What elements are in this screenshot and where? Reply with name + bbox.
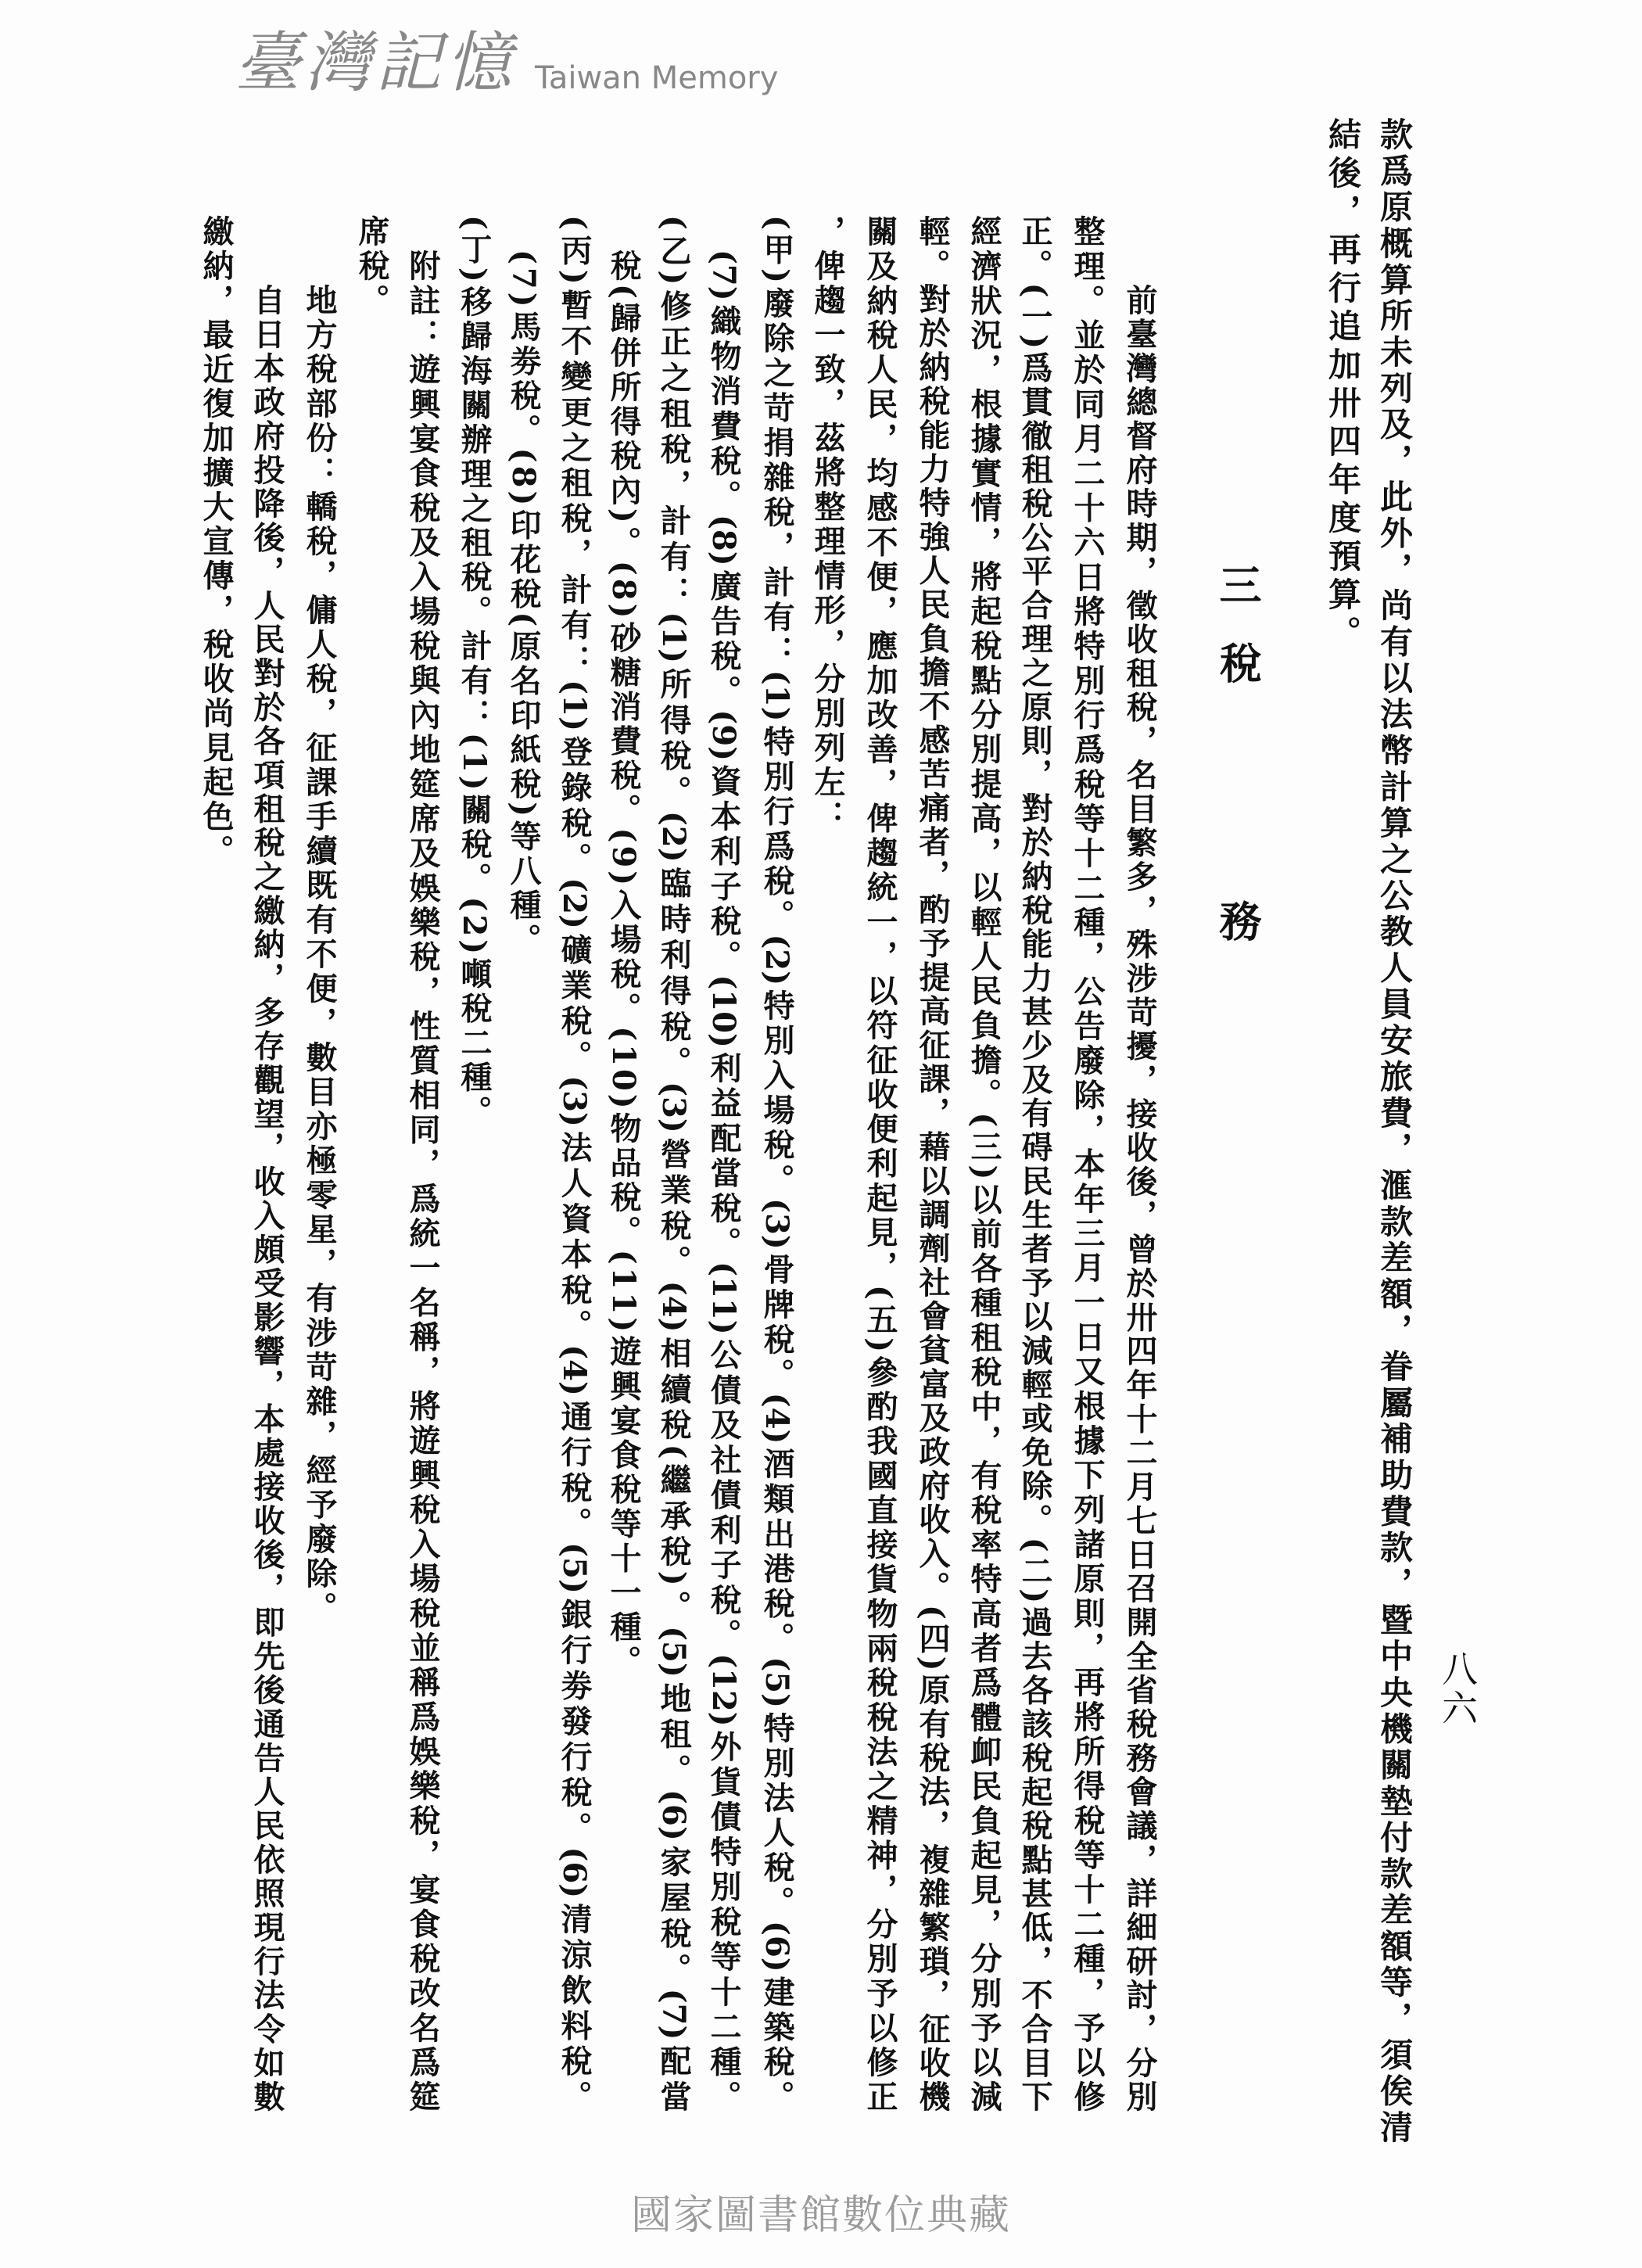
taiwan-memory-watermark — [235, 16, 778, 102]
text-column: 輕。對於納稅能力特強人民負擔不感苦痛者，酌予提高征課，藉以調劑社會貧富及政府收入。(四)原有稅法，複雜繁瑣，征收機 — [914, 215, 951, 2112]
text-column: (甲)廢除之苛捐雜稅，計有：(1)特別行爲稅。(2)特別入場稅。(3)骨牌稅。(4)酒類出港稅。(5)特別法人稅。(6)建築稅。 — [758, 215, 795, 2112]
text-column: 結後，再行追加卅四年度預算。 — [1324, 117, 1362, 654]
section-title-char: 務 — [1213, 899, 1263, 942]
library-footer: 國家圖書館數位典藏 — [630, 2192, 1011, 2239]
text-column: (丁)移歸海關辦理之租稅。計有：(1)關稅。(2)噸稅二種。 — [456, 215, 493, 1130]
text-column: 稅(歸併所得稅內)。(8)砂糖消費稅。(9)入場稅。(10)物品稅。(11)遊興宴食稅等十一種。 — [605, 249, 642, 1680]
section-title-char: 稅 — [1213, 641, 1263, 684]
text-column: 前臺灣總督府時期，徵收租稅，名目繁多，殊涉苛擾，接收後，曾於卅四年十二月七日召開全省稅務會議，詳細研討，分別 — [1121, 284, 1158, 2112]
text-column: (丙)暫不變更之租稅，計有：(1)登錄稅。(2)礦業稅。(3)法人資本稅。(4)通行稅。(5)銀行劵發行稅。(6)清涼飲料稅。 — [556, 215, 593, 2112]
text-column: 地方稅部份：轎稅，傭人稅，征課手續既有不便，數目亦極零星，有涉苛雜，經予廢除。 — [301, 284, 338, 1626]
watermark-english: Taiwan Memory — [535, 60, 779, 96]
text-column: 席稅。 — [353, 215, 390, 318]
text-column: (7)織物消費稅。(8)廣告稅。(9)資本利子稅。(10)利益配當稅。(11)公債及社債利子稅。(12)外貨債特別稅等十二種。 — [705, 249, 742, 2112]
text-column: 整理。並於同月二十六日將特別行爲稅等十二種，公告廢除，本年三月一日又根據下列諸原則，再將所得稅等十二種，予以修 — [1069, 215, 1106, 2112]
text-column: (乙)修正之租稅，計有：(1)所得稅。(2)臨時利得稅。(3)營業稅。(4)相續稅(繼承稅)。(5)地租。(6)家屋稅。(7)配當 — [655, 215, 692, 2112]
text-column: ，俾趨一致，茲將整理情形，分別列左： — [809, 215, 846, 834]
text-column: 經濟狀況，根據實情，將起稅點分別提高，以輕人民負擔。(三)以前各種租稅中，有稅率特高者爲體卹民負起見，分別予以減 — [966, 215, 1002, 2112]
watermark-chinese: 臺灣記憶 — [235, 24, 517, 101]
text-column: 繳納，最近復加擴大宣傳，稅收尚見起色。 — [198, 215, 235, 869]
text-column: 正。(一)爲貫徹租稅公平合理之原則，對於納稅能力甚少及有碍民生者予以減輕或免除。(二)過去各該稅起稅點甚低，不合目下 — [1016, 215, 1053, 2112]
text-column: 款爲原概算所未列及，此外，尚有以法幣計算之公教人員安旅費，滙款差額，眷屬補助費款，暨中央機關墊付款差額等，須俟清 — [1375, 117, 1414, 2143]
text-column: 關及納稅人民，均感不便，應加改善，俾趨統一，以符征收便利起見，(五)參酌我國直接貨物兩稅稅法之精神，分別予以修正 — [862, 215, 898, 2112]
text-column: (7)馬劵稅。(8)印花稅(原名印紙稅)等八種。 — [505, 249, 542, 958]
page-number: 八六 — [1436, 1650, 1479, 1728]
text-column: 附註：遊興宴食稅及入場稅與內地筵席及娛樂稅，性質相同，爲統一名稱，將遊興稅入場稅並稱爲娛樂稅，宴食稅改名爲筵 — [404, 249, 441, 2112]
text-column: 自日本政府投降後，人民對於各項租稅之繳納，多存觀望，收入頗受影響，本處接收後，即先後通告人民依照現行法令如數 — [249, 284, 285, 2112]
section-number: 三 — [1213, 563, 1263, 605]
